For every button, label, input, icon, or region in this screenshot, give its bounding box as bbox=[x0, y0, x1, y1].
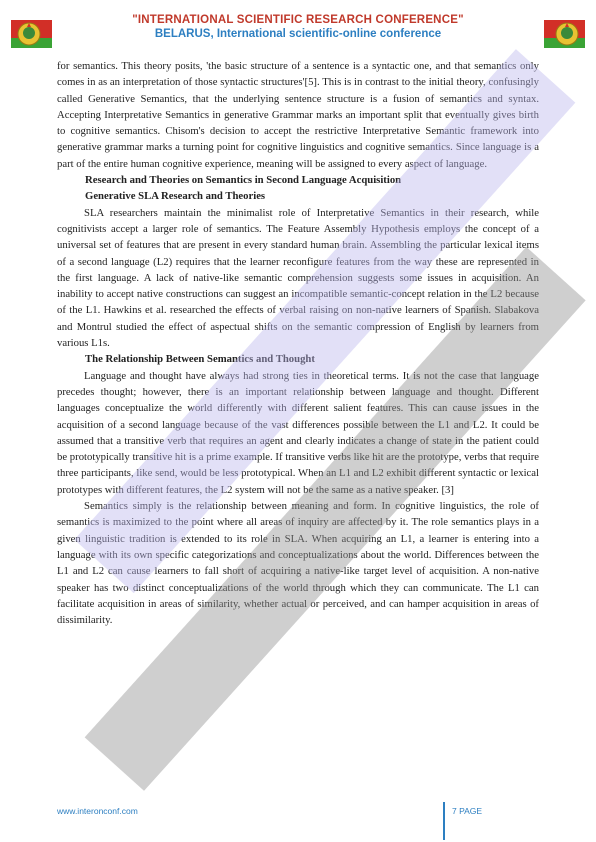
conference-subtitle: BELARUS, International scientific-online conference bbox=[154, 28, 442, 40]
article-body bbox=[57, 58, 539, 628]
paragraph-semantics-form: Semantics simply is the relationship between meaning and form. In cognitive linguistics, the role of semantics is maximized to the point where all areas of inquiry are affected by it. The role semantics plays in a given linguistic tradition is extended to its role in SLA. When acquiring an L1, a learner is entering into a language with its own specific categorizations and conceptualizations about the world. Differences between the L1 and L2 can cause learners to fall short of acquiring a native-like target level of acquisition. A non-native speaker has two distinct conceptualizations of the world through which they can communicate. The L1 can facilitate acquisition in areas of similarity, whether actual or perceived, and can hamper acquisition in areas of dissimilarity. bbox=[57, 500, 539, 627]
paragraph-language-thought: Language and thought have always had strong ties in theoretical terms. It is not the case that language precedes thought; however, there is an important relationship between language and thought. Different languages conceptualize the world differently with different salient features. This can cause issues in the acquisition of a second language because of the vast differences possible between the L1 and L2. It could be assumed that a transitive verb that requires an agent and clearly indicates a change of state in the patient could be prototypically transitive hit is a prime example. If transitive verbs like hit are the prototype, verbs that require three participants, like send, would be less prototypical. When an L1 and L2 exhibit different syntactic or lexical prototypes with different features, the L2 system will not be the same as a native speaker. [3] bbox=[57, 369, 539, 496]
belarus-emblem-left-icon bbox=[4, 14, 52, 54]
page-number: 7 PAGE bbox=[452, 806, 483, 816]
footer-divider bbox=[443, 802, 445, 840]
footer-website-link[interactable]: www.interonconf.com bbox=[57, 806, 138, 816]
section-heading: Research and Theories on Semantics in Second Language Acquisition bbox=[85, 174, 402, 187]
conference-header bbox=[60, 14, 536, 40]
paragraph-sla-research: SLA researchers maintain the minimalist role of Interpretative Semantics in their research, while cognitivists accept a larger role of semantics. The Feature Assembly Hypothesis employs the concept of a universal set of features that are present in every standard human brain. Assembling the particular lexical items of a second language (L2) requires that the learner reconfigure features from the way these are represented in the first language. A lack of native-like semantic comprehension suggests some issues in acquisition. An inability to accept native constructions can suggest an incompatible semantic-concept relation in the L2 because of the L1. Hawkins et al. researched the effects of verbal raising on non-native learners of Spanish. Slabakova and Montrul studied the effect of aspectual shifts on the semantic compression of English by learners from various L1s. bbox=[57, 206, 539, 350]
belarus-emblem-right-icon bbox=[544, 14, 592, 54]
conference-title: "INTERNATIONAL SCIENTIFIC RESEARCH CONFERENCE" bbox=[132, 14, 464, 26]
subsection-heading: Generative SLA Research and Theories bbox=[85, 190, 266, 203]
subsection-heading-semantics-thought: The Relationship Between Semantics and Thought bbox=[85, 353, 315, 366]
paragraph-continuation: for semantics. This theory posits, 'the basic structure of a sentence is a syntactic one, and that semantics only comes in as an interpretation of those syntactic structures'[5]. This is in contrast to the initial theory, confusingly called Generative Semantics, that the underlying sentence structure is a fusion of semantics and syntax. Accepting Interpretative Semantics in generative Grammar marks an important split that eventually gives birth to cognitive semantics. Chisom's decision to accept the restrictive Interpretative Semantic framework into generative grammar marks a turning point for cognitive linguistics and cognitive semantics. Since language is a part of the entire human cognitive experience, meaning will be assigned to every aspect of language. bbox=[57, 60, 539, 170]
